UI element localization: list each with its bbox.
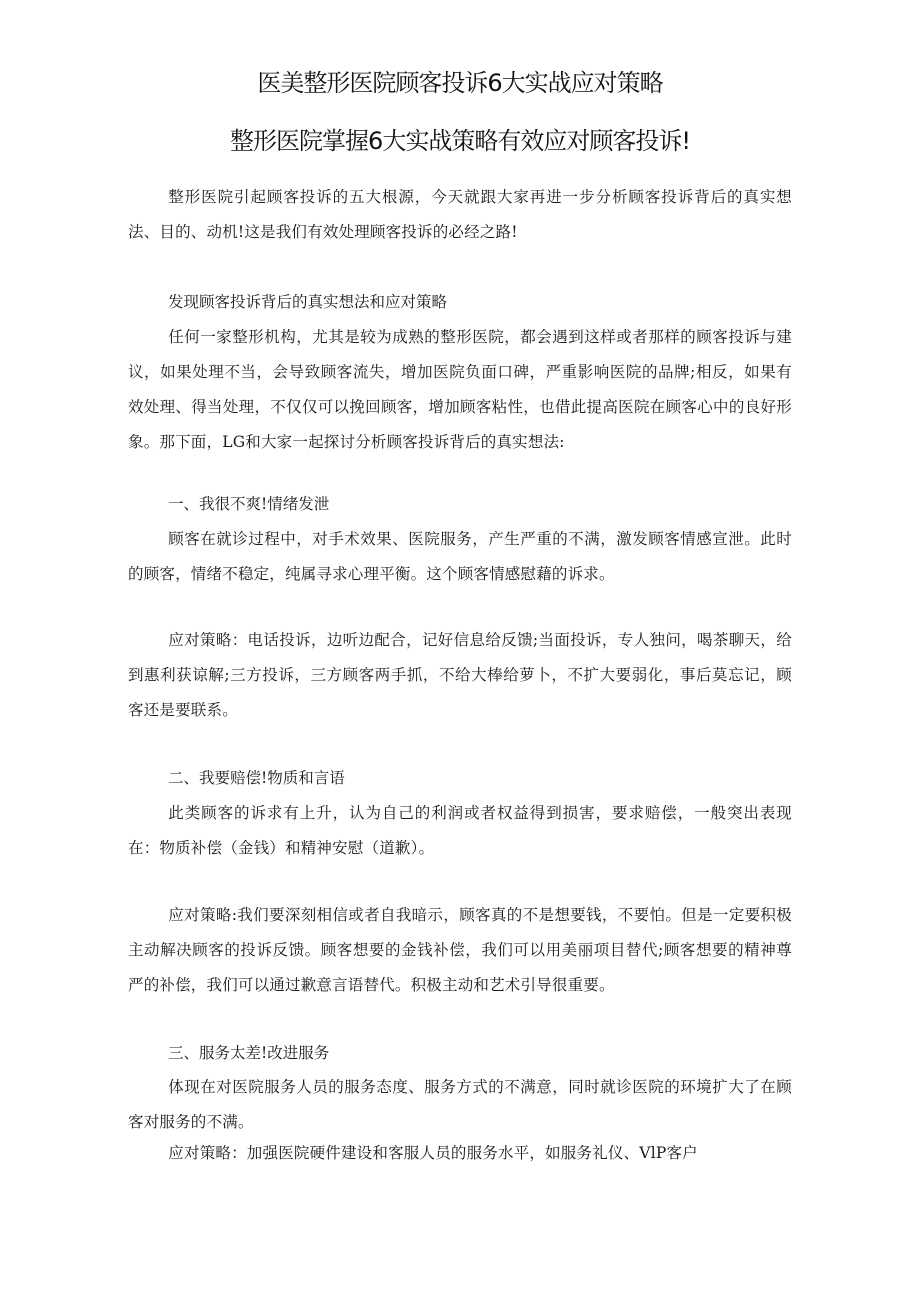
section-3-heading: 三、服务太差!改进服务 (168, 1044, 330, 1062)
section-3-strategy: 应对策略：加强医院硬件建设和客服人员的服务水平，如服务礼仪、VlP客户 (168, 1144, 698, 1162)
intro-paragraph: 整形医院引起顾客投诉的五大根源，今天就跟大家再进一步分析顾客投诉背后的真实想法、目的、动机!这是我们有效处理顾客投诉的必经之路! (128, 188, 792, 241)
section-3-body: 体现在对医院服务人员的服务态度、服务方式的不满意，同时就诊医院的环境扩大了在顾客对服务的不满。 (128, 1078, 792, 1131)
section-1-body: 顾客在就诊过程中，对手术效果、医院服务，产生严重的不满，激发顾客情感宣泄。此时的顾客，情绪不稳定，纯属寻求心理平衡。这个顾客情感慰藉的诉求。 (128, 530, 792, 583)
document-subtitle: 整形医院掌握6大实战策略有效应对顾客投诉! (230, 127, 690, 155)
section-2-strategy: 应对策略:我们要深刻相信或者自我暗示，顾客真的不是想要钱，不要怕。但是一定要积极主动解决顾客的投诉反馈。顾客想要的金钱补偿，我们可以用美丽项目替代;顾客想要的精神尊严的补偿，我们可以通过歉意言语替代。积极主动和艺术引导很重要。 (128, 906, 792, 994)
section-1-strategy: 应对策略：电话投诉，边听边配合，记好信息给反馈;当面投诉，专人独问，喝茶聊天，给到惠利获谅解;三方投诉，三方顾客两手抓，不给大棒给萝卜，不扩大要弱化，事后莫忘记，顾客还是要联系。 (128, 631, 792, 719)
document-title: 医美整形医院顾客投诉6大实战应对策略 (257, 69, 663, 97)
section-main-body: 任何一家整形机构，尤其是较为成熟的整形医院，都会遇到这样或者那样的顾客投诉与建议，如果处理不当，会导致顾客流失，增加医院负面口碑，严重影响医院的品牌;相反，如果有效处理、得当处理，不仅仅可以挽回顾客，增加顾客粘性，也借此提高医院在顾客心中的良好形象。那下面，LG和大家一起探讨分析顾客投诉背后的真实想法: (128, 328, 792, 451)
section-2-body: 此类顾客的诉求有上升，认为自己的利润或者权益得到损害，要求赔偿，一般突出表现在：物质补偿（金钱）和精神安慰（道歉）。 (128, 804, 792, 857)
section-2-heading: 二、我要赔偿!物质和言语 (168, 769, 345, 787)
section-1-heading: 一、我很不爽!情绪发泄 (168, 495, 330, 513)
section-main-heading: 发现顾客投诉背后的真实想法和应对策略 (168, 293, 448, 311)
